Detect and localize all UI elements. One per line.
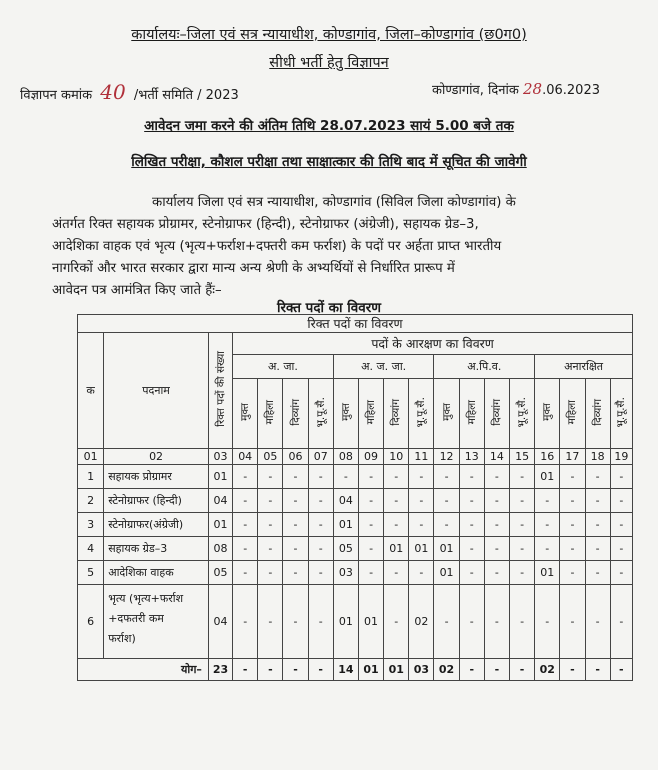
total-value: - [585, 659, 610, 681]
col-head-sno: क [78, 333, 104, 449]
subheader-cell [459, 379, 484, 449]
row-sno: 1 [78, 465, 104, 489]
column-number: 16 [535, 449, 560, 465]
total-value: - [510, 659, 535, 681]
subheader-text: महिला [264, 399, 277, 425]
subheader-cell [384, 379, 409, 449]
row-value: - [510, 513, 535, 537]
group-header-2: अ. ज. जा. [333, 355, 434, 379]
subheader-cell [535, 379, 560, 449]
row-value: - [384, 489, 409, 513]
para-line-2: अंतर्गत रिक्त सहायक प्रोग्रामर, स्टेनोग्राफर (हिन्दी), स्टेनोग्राफर (अंग्रेजी), सहायक ग्रेड–3, [52, 217, 479, 232]
row-value: - [258, 561, 283, 585]
column-number: 11 [409, 449, 434, 465]
row-post-line: भृत्य (भृत्य+फर्राश [108, 592, 184, 605]
row-value: - [434, 489, 459, 513]
row-post: स्टेनोग्राफर (हिन्दी) [104, 489, 209, 513]
row-value: - [233, 561, 258, 585]
row-post: स्टेनोग्राफर(अंग्रेजी) [104, 513, 209, 537]
subheader-cell [560, 379, 585, 449]
subheader-cell [333, 379, 358, 449]
row-value: - [358, 513, 383, 537]
row-value: - [610, 465, 632, 489]
row-value: - [610, 489, 632, 513]
subheader-text: मुक्त [339, 403, 352, 421]
row-value: - [283, 561, 308, 585]
total-value: - [233, 659, 258, 681]
para-line-3: आदेशिका वाहक एवं भृत्य (भृत्य+फर्राश+दफ्तरी कम फर्राश) के पदों पर अर्हता प्राप्त भारतीय [52, 239, 502, 254]
subheader-text: भू.पू.सै. [415, 396, 428, 428]
row-value: - [459, 537, 484, 561]
row-value: - [510, 489, 535, 513]
subheader-text: दिव्यांग [289, 398, 302, 426]
office-header: कार्यालयः–जिला एवं सत्र न्यायाधीश, कोण्डागांव, जिला–कोण्डागांव (छ0ग0) [131, 27, 527, 43]
row-value: - [409, 513, 434, 537]
ad-suffix: /भर्ती समिति / 2023 [133, 88, 239, 103]
row-value: 01 [409, 537, 434, 561]
row-post: सहायक ग्रेड–3 [104, 537, 209, 561]
row-value: - [434, 513, 459, 537]
ad-number-line [20, 80, 239, 104]
column-number: 10 [384, 449, 409, 465]
subheader-cell [233, 379, 258, 449]
row-value: - [308, 585, 333, 659]
subheader-cell [409, 379, 434, 449]
table-row [78, 465, 633, 489]
row-value: - [484, 513, 509, 537]
column-number: 01 [78, 449, 104, 465]
ad-subtitle: सीधी भर्ती हेतु विज्ञापन [269, 55, 389, 71]
row-value: - [384, 561, 409, 585]
ad-prefix: विज्ञापन कमांक [20, 88, 93, 103]
row-value: - [233, 585, 258, 659]
table-row [78, 513, 633, 537]
row-value: - [610, 537, 632, 561]
row-count: 05 [208, 561, 232, 585]
total-value: 03 [409, 659, 434, 681]
row-value: - [560, 537, 585, 561]
row-value: - [258, 513, 283, 537]
row-value: - [308, 465, 333, 489]
row-post: सहायक प्रोग्रामर [104, 465, 209, 489]
row-count: 01 [208, 465, 232, 489]
col-head-count-text: रिक्त पदों की संख्या [214, 351, 227, 427]
row-post [104, 585, 209, 659]
subheader-cell [258, 379, 283, 449]
row-sno: 4 [78, 537, 104, 561]
column-number: 07 [308, 449, 333, 465]
row-value: - [283, 465, 308, 489]
deadline-notice: आवेदन जमा करने की अंतिम तिथि 28.07.2023 सायं 5.00 बजे तक [144, 118, 514, 134]
row-value: 01 [535, 561, 560, 585]
row-value: - [610, 585, 632, 659]
row-value: - [484, 489, 509, 513]
total-label: योग– [78, 659, 209, 681]
subheader-text: भू.पू.सै. [314, 396, 327, 428]
row-value: - [308, 489, 333, 513]
subheader-text: मुक्त [541, 403, 554, 421]
subheader-cell [283, 379, 308, 449]
total-value: - [308, 659, 333, 681]
subheader-text: मुक्त [440, 403, 453, 421]
row-value: - [459, 561, 484, 585]
column-number: 15 [510, 449, 535, 465]
row-value: - [535, 585, 560, 659]
subheader-text: मुक्त [239, 403, 252, 421]
row-value: - [459, 513, 484, 537]
row-value: - [560, 465, 585, 489]
row-value: - [484, 537, 509, 561]
row-value: - [585, 537, 610, 561]
row-value: - [358, 489, 383, 513]
row-value: - [258, 537, 283, 561]
column-number: 17 [560, 449, 585, 465]
row-value: - [409, 489, 434, 513]
row-sno: 6 [78, 585, 104, 659]
group-header-3: अ.पि.व. [434, 355, 535, 379]
column-number: 06 [283, 449, 308, 465]
col-head-reservation: पदों के आरक्षण का विवरण [233, 333, 633, 355]
row-value: - [484, 465, 509, 489]
row-value: - [283, 489, 308, 513]
row-value: - [258, 585, 283, 659]
subheader-text: महिला [465, 399, 478, 425]
row-value: 02 [409, 585, 434, 659]
row-post-line: +दफतरी कम [108, 612, 164, 625]
column-number: 08 [333, 449, 358, 465]
column-number: 13 [459, 449, 484, 465]
total-value: 01 [358, 659, 383, 681]
row-value: - [535, 513, 560, 537]
total-value: - [258, 659, 283, 681]
row-value: 05 [333, 537, 358, 561]
table-row [78, 489, 633, 513]
table-row [78, 585, 633, 659]
table-body [78, 465, 633, 681]
row-value: - [409, 561, 434, 585]
row-value: 01 [333, 513, 358, 537]
row-value: - [384, 585, 409, 659]
total-row [78, 659, 633, 681]
col-head-post: पदनाम [104, 333, 209, 449]
row-post: आदेशिका वाहक [104, 561, 209, 585]
row-value: - [308, 561, 333, 585]
row-value: 04 [333, 489, 358, 513]
subheader-text: महिला [365, 399, 378, 425]
table-caption: रिक्त पदों का विवरण [277, 300, 382, 316]
intro-paragraph [52, 192, 622, 302]
subheader-text: दिव्यांग [390, 398, 403, 426]
row-value: - [384, 513, 409, 537]
subheader-cell [610, 379, 632, 449]
row-value: 01 [434, 561, 459, 585]
row-value: - [459, 585, 484, 659]
row-value: - [510, 585, 535, 659]
row-post-line: फर्राश) [108, 632, 136, 645]
row-count: 04 [208, 489, 232, 513]
row-value: - [459, 465, 484, 489]
row-value: - [510, 465, 535, 489]
ad-number: 40 [100, 80, 126, 104]
subheader-text: दिव्यांग [591, 398, 604, 426]
total-value: - [459, 659, 484, 681]
row-value: - [308, 513, 333, 537]
row-value: - [459, 489, 484, 513]
total-value: - [560, 659, 585, 681]
column-number: 12 [434, 449, 459, 465]
row-value: 03 [333, 561, 358, 585]
row-value: - [283, 513, 308, 537]
row-value: - [283, 537, 308, 561]
row-value: - [233, 537, 258, 561]
vacancy-table [77, 314, 633, 681]
para-line-5: आवेदन पत्र आमंत्रित किए जाते हैंः– [52, 283, 222, 298]
total-value: 14 [333, 659, 358, 681]
row-value: - [585, 585, 610, 659]
row-value: 01 [384, 537, 409, 561]
row-value: - [560, 585, 585, 659]
row-value: - [535, 537, 560, 561]
group-header-1: अ. जा. [233, 355, 334, 379]
row-value: 01 [434, 537, 459, 561]
row-count: 08 [208, 537, 232, 561]
column-number: 02 [104, 449, 209, 465]
row-value: - [585, 489, 610, 513]
row-value: - [308, 537, 333, 561]
subheader-cell [308, 379, 333, 449]
row-value: - [358, 561, 383, 585]
subheader-text: दिव्यांग [490, 398, 503, 426]
subheader-text: भू.पू.सै. [615, 396, 628, 428]
row-value: - [610, 513, 632, 537]
row-value: - [510, 561, 535, 585]
row-value: 01 [333, 585, 358, 659]
para-line-4: नागरिकों और भारत सरकार द्वारा मान्य अन्य श्रेणी के अभ्यर्थियों से निर्धारित प्रारूप में [52, 261, 455, 276]
table-row [78, 561, 633, 585]
row-value: - [233, 489, 258, 513]
table-title: रिक्त पदों का विवरण [78, 315, 633, 333]
column-number-row [78, 449, 633, 465]
row-value: - [409, 465, 434, 489]
row-value: - [258, 489, 283, 513]
row-value: - [560, 561, 585, 585]
subheader-text: भू.पू.सै. [516, 396, 529, 428]
group-header-4: अनारक्षित [535, 355, 633, 379]
total-value: - [283, 659, 308, 681]
subheader-cell [358, 379, 383, 449]
row-value: - [610, 561, 632, 585]
para-line-1: कार्यालय जिला एवं सत्र न्यायाधीश, कोण्डागांव (सिविल जिला कोण्डागांव) के [152, 195, 516, 210]
row-value: - [484, 585, 509, 659]
row-value: - [585, 465, 610, 489]
column-number: 14 [484, 449, 509, 465]
row-count: 01 [208, 513, 232, 537]
row-value: - [585, 513, 610, 537]
date-day: 28 [523, 80, 543, 98]
row-value: - [535, 489, 560, 513]
row-value: - [560, 513, 585, 537]
column-number: 03 [208, 449, 232, 465]
row-value: - [258, 465, 283, 489]
row-value: - [333, 465, 358, 489]
column-number: 18 [585, 449, 610, 465]
row-value: 01 [535, 465, 560, 489]
total-value: 01 [384, 659, 409, 681]
subheader-cell [585, 379, 610, 449]
column-number: 19 [610, 449, 632, 465]
row-value: - [358, 465, 383, 489]
total-count: 23 [208, 659, 232, 681]
total-value: 02 [434, 659, 459, 681]
row-value: - [384, 465, 409, 489]
col-head-count [208, 333, 232, 449]
column-number: 05 [258, 449, 283, 465]
total-value: - [610, 659, 632, 681]
row-sno: 5 [78, 561, 104, 585]
row-count: 04 [208, 585, 232, 659]
place-date-prefix: कोण्डागांव, दिनांक [432, 83, 519, 98]
total-value: 02 [535, 659, 560, 681]
row-value: - [510, 537, 535, 561]
row-value: - [560, 489, 585, 513]
date-rest: .06.2023 [542, 83, 600, 98]
row-value: - [585, 561, 610, 585]
row-sno: 2 [78, 489, 104, 513]
total-value: - [484, 659, 509, 681]
subheader-cell [434, 379, 459, 449]
row-value: 01 [358, 585, 383, 659]
row-value: - [283, 585, 308, 659]
place-date-line [432, 80, 600, 98]
row-value: - [484, 561, 509, 585]
subheader-cell [484, 379, 509, 449]
table-row [78, 537, 633, 561]
exam-date-notice: लिखित परीक्षा, कौशल परीक्षा तथा साक्षात्कार की तिथि बाद में सूचित की जावेगी [131, 154, 527, 170]
row-value: - [434, 465, 459, 489]
row-value: - [434, 585, 459, 659]
column-number: 04 [233, 449, 258, 465]
column-number: 09 [358, 449, 383, 465]
subheader-cell [510, 379, 535, 449]
subheader-text: महिला [566, 399, 579, 425]
row-value: - [233, 465, 258, 489]
row-value: - [233, 513, 258, 537]
row-sno: 3 [78, 513, 104, 537]
row-value: - [358, 537, 383, 561]
